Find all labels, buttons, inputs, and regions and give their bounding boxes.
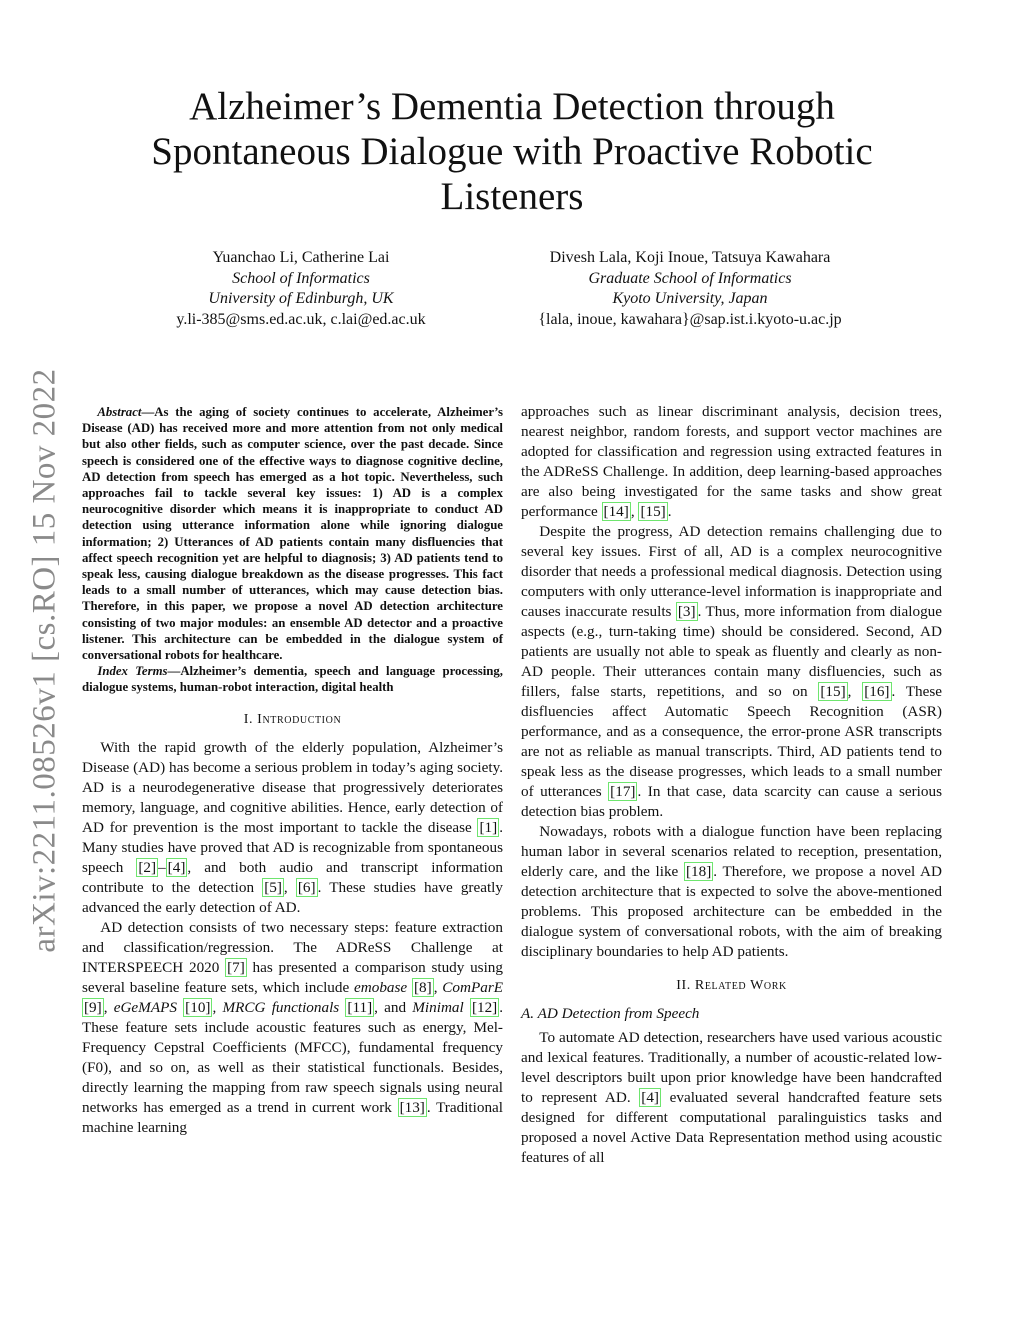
citation-link[interactable]: [15] bbox=[820, 683, 846, 700]
right-paragraph-3: Nowadays, robots with a dialogue function have been replacing human labor in several scenarios related to reception, presentation, elderly care, and the like [18] . Therefore, we propose a novel AD detection architecture that is expected to solve the above-mentioned problems. This proposed architecture can be embedded in the dialogue system of conversational robots, with the aim of breaking disciplinary boundaries to help AD patients. bbox=[521, 823, 942, 960]
author-names: Yuanchao Li, Catherine Lai bbox=[212, 249, 390, 266]
arxiv-watermark bbox=[10, 350, 80, 970]
author-email: y.li-385@sms.ed.ac.uk, c.lai@ed.ac.uk bbox=[176, 310, 426, 328]
paper-title: Alzheimer’s Dementia Detection through Spontaneous Dialogue with Proactive Robotic Listeners bbox=[151, 85, 873, 218]
right-paragraph-1: approaches such as linear discriminant analysis, decision trees, nearest neighbor, random forests, and support vector machines are adopted for classification and regression using extracted features in the ADReSS Challenge. In addition, deep learning-based approaches are also being investigated for the same tasks and show great performance [14] , [15] . bbox=[521, 403, 942, 520]
author-names: Divesh Lala, Koji Inoue, Tatsuya Kawahara bbox=[549, 249, 831, 266]
right-paragraph-2: Despite the progress, AD detection remains challenging due to several key issues. First of all, AD is a complex neurocognitive disorder that needs a professional medical diagnosis. Detection using computers with only utterance-level information is inappropriate and causes inaccurate results [3] . Thus, more information from dialogue aspects (e.g., turn-taking time) should be considered. Second, AD patients are usually not able to speak as fluently and clearly as non-AD people. Their utterances contain many disfluencies, such as fillers, false starts, repetitions, and so on [15] , [16] . These disfluencies affect Automatic Speech Recognition (ASR) performance, and as a consequence, the error-prone ASR transcripts are not as reliable as manual transcripts. Third, AD patients tend to speak less as the disease progresses, which leads to a small number of utterances [17] . In that case, data scarcity can cause a serious detection bias problem. bbox=[521, 523, 943, 820]
citation-link[interactable]: [12] bbox=[471, 998, 498, 1016]
citation-link[interactable]: [8] bbox=[413, 978, 432, 996]
citation-link[interactable]: [10] bbox=[185, 998, 211, 1016]
right-column bbox=[521, 402, 942, 1168]
author-dept: School of Informatics bbox=[232, 269, 370, 287]
section-related-work-title: II. Related Work bbox=[676, 978, 787, 993]
citation-link[interactable]: [14] bbox=[603, 503, 629, 520]
index-terms-text: —Alzheimer’s dementia, speech and language processing, dialogue systems, human-robot interaction, digital health bbox=[82, 664, 504, 695]
citation-link[interactable]: [7] bbox=[227, 958, 245, 976]
citation-link[interactable]: [15] bbox=[640, 503, 666, 520]
right-paragraph-4: To automate AD detection, researchers have used various acoustic and lexical features. Traditionally, a number of acoustic-related low-level descriptors built upon prior knowledge have been handcrafted to represent AD. [4] evaluated several handcrafted feature sets designed for different computational paralinguistics tasks and proposed a novel Active Data Representation method using acoustic features of all bbox=[521, 1029, 942, 1166]
citation-link[interactable]: [11] bbox=[347, 998, 373, 1016]
abstract-text: —As the aging of society continues to accelerate, Alzheimer’s Disease (AD) has received more and more attention from not only medical but also other fields, such as computer science, over the past decade. Since speech is considered one of the effective ways to diagnose cognitive decline, AD detection from speech has emerged as a hot topic. Nevertheless, such approaches fail to tackle several key issues: 1) AD is a complex neurocognitive disorder which means it is inappropriate to conduct AD detection using utterance information alone while ignoring dialogue information; 2) Utterances of AD patients contain many disfluencies that affect speech recognition yet are helpful to diagnosis; 3) AD patients tend to speak less, causing dialogue breakdown as the disease progresses. This fact leads to a small number of utterances, which may cause detection bias. Therefore, in this paper, we propose a novel AD detection architecture consisting of two major modules: an ensemble AD detector and a proactive listener. This architecture can be embedded in the dialogue system of conversational robots for healthcare. bbox=[82, 405, 503, 663]
citation-link[interactable]: [4] bbox=[641, 1089, 659, 1106]
author-univ: University of Edinburgh, UK bbox=[208, 290, 394, 307]
abstract bbox=[82, 404, 503, 663]
left-column bbox=[82, 404, 503, 1138]
author-dept: Graduate School of Informatics bbox=[588, 269, 792, 287]
citation-link[interactable]: [16] bbox=[864, 683, 890, 700]
citation-link[interactable]: [5] bbox=[264, 878, 282, 896]
citation-link[interactable]: [4] bbox=[167, 858, 186, 876]
citation-link[interactable]: [6] bbox=[297, 878, 316, 896]
index-terms-label: Index Terms bbox=[97, 664, 168, 679]
index-terms bbox=[82, 663, 503, 695]
citation-link[interactable]: [2] bbox=[138, 858, 157, 876]
citation-link[interactable]: [3] bbox=[677, 603, 696, 620]
intro-paragraph-2: AD detection consists of two necessary steps: feature extraction and classification/regression. The ADReSS Challenge at INTERSPEECH 2020 [7] has presented a comparison study using several baseline feature sets, which include emobase [8] , ComParE [9] , eGeMAPS [10] , MRCG functionals [11] , and Minimal [12] . These feature sets include acoustic features such as energy, Mel-Frequency Cepstral Coefficients (MFCC), fundamental frequency (F0), and so on, as well as their statistical functionals. Besides, directly learning the mapping from raw speech signals using neural networks has emerged as a trend in current work [13] . Traditional machine learning bbox=[82, 918, 504, 1136]
author-email: {lala, inoue, kawahara}@sap.ist.i.kyoto-u.ac.jp bbox=[538, 310, 842, 328]
author-block-1 bbox=[110, 248, 492, 330]
author-univ: Kyoto University, Japan bbox=[612, 290, 768, 307]
section-introduction-title: I. Introduction bbox=[243, 711, 342, 727]
citation-link[interactable]: [13] bbox=[399, 1098, 425, 1116]
citation-link[interactable]: [1] bbox=[479, 818, 498, 836]
citation-link[interactable]: [18] bbox=[685, 863, 712, 880]
citation-link[interactable]: [9] bbox=[84, 998, 102, 1016]
intro-paragraph-1: With the rapid growth of the elderly population, Alzheimer’s Disease (AD) has become a serious problem in today’s aging society. AD is a neurodegenerative disease that progressively deteriorates memory, language, and cognitive abilities. Hence, early detection of AD for prevention is the most important to tackle the disease [1] . Many studies have proved that AD is recognizable from spontaneous speech [2] – [4] , and both audio and transcript information contribute to the detection [5] , [6] . These studies have greatly advanced the early detection of AD. bbox=[82, 738, 504, 916]
subsection-title: A. AD Detection from Speech bbox=[521, 1005, 700, 1022]
abstract-label: Abstract bbox=[97, 405, 142, 419]
arxiv-id: arXiv:2211.08526v1 [cs.RO] 15 Nov 2022 bbox=[26, 367, 63, 953]
citation-link[interactable]: [17] bbox=[610, 783, 636, 800]
author-block-2 bbox=[500, 248, 880, 330]
